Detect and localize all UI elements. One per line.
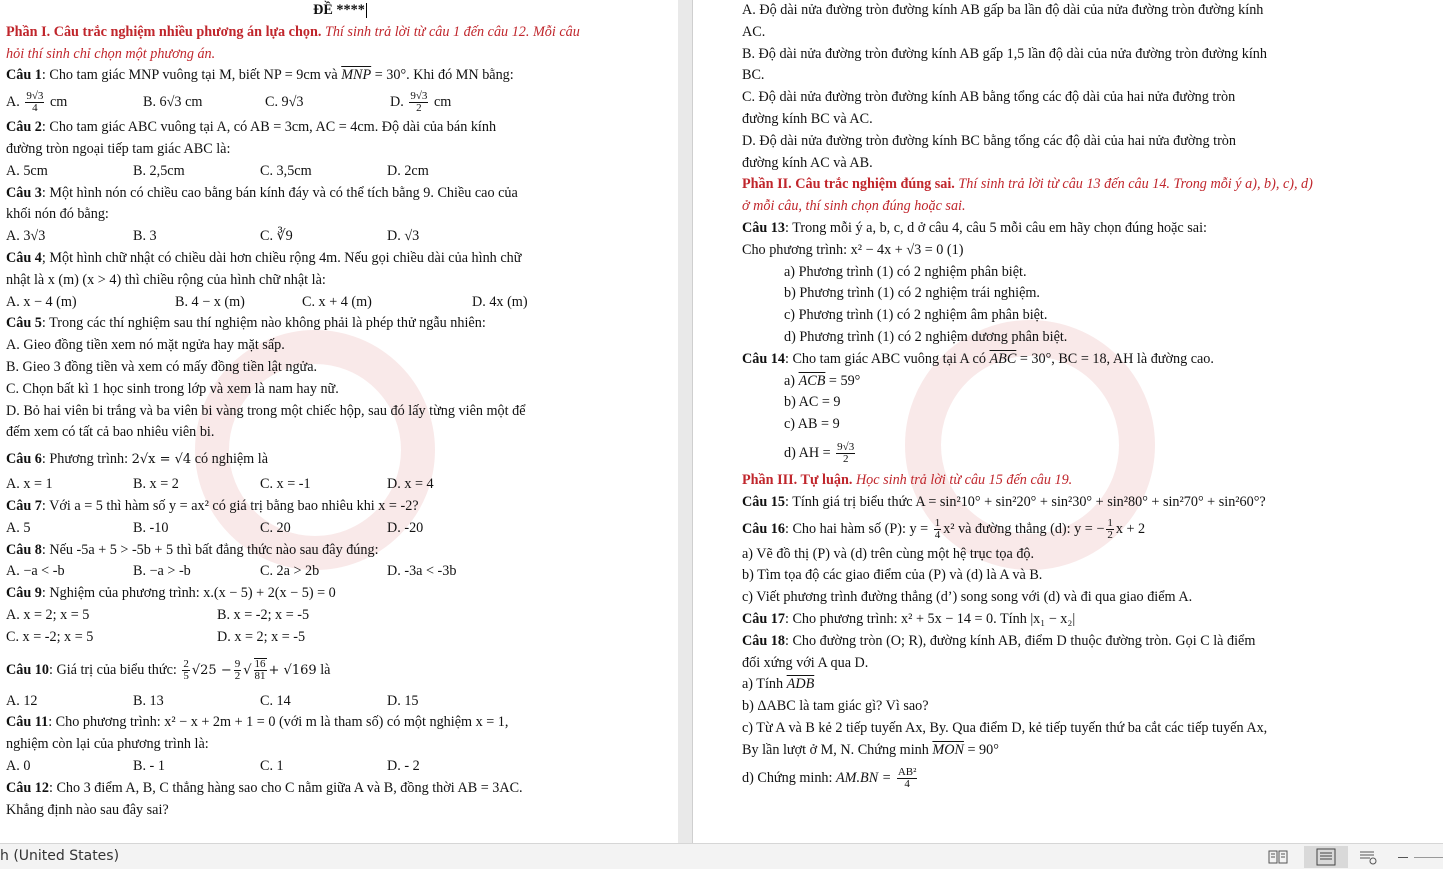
right-column (742, 0, 1432, 794)
q1-d-den: 2 (416, 102, 422, 115)
q13-label: Câu 13 (742, 219, 785, 236)
q8-option-a: A. −a < -b (6, 563, 65, 580)
q4-text-2: nhật là x (m) (x > 4) thì chiều rộng của hình chữ nhật là: (6, 271, 326, 288)
q14-angle: $\overline{ABC}$ (989, 350, 1017, 367)
question-18 (742, 631, 1432, 653)
q6-text-2: có nghiệm là (191, 451, 268, 468)
q7-option-c: C. 20 (260, 519, 291, 536)
q2-options (6, 161, 674, 183)
q14-item-d (742, 436, 1432, 470)
q16-item-c: c) Viết phương trình đường thẳng (d’) song song với (d) và đi qua giao điểm A. (742, 589, 1193, 606)
exam-title-text: ĐỀ **** (313, 2, 365, 18)
q14-item-b: b) AC = 9 (784, 394, 841, 411)
q11-text: : Cho phương trình: x² − x + 2m + 1 = 0 (với m là tham số) có một nghiệm x = 1, (48, 714, 509, 731)
part1-title: Phần I. Câu trắc nghiệm nhiều phương án lựa chọn. (6, 23, 322, 40)
q11-option-b: B. - 1 (133, 757, 165, 774)
q2-option-c: C. 3,5cm (260, 162, 312, 179)
q9-option-c: C. x = -2; x = 5 (6, 628, 94, 645)
q18-c2-suffix: = 90° (963, 741, 999, 758)
part1-note-cont: hỏi thí sinh chỉ chọn một phương án. (6, 45, 216, 62)
q10-frac2-den: 2 (234, 669, 241, 682)
q18-item-b: b) ΔABC là tam giác gì? Vì sao? (742, 698, 929, 715)
q10-option-b: B. 13 (133, 692, 164, 709)
part1-note: Thí sinh trả lời từ câu 1 đến câu 12. Mỗi câu (324, 23, 580, 40)
q11-option-a: A. 0 (6, 757, 31, 774)
q9-option-d: D. x = 2; x = -5 (217, 628, 306, 645)
q3-option-b: B. 3 (133, 228, 157, 245)
q2-option-b: B. 2,5cm (133, 162, 185, 179)
q18-d-den: 4 (904, 777, 910, 790)
q5-option-d: D. Bỏ hai viên bi trắng và ba viên bi vàng trong một chiếc hộp, sau đó lấy từng viên một để (6, 402, 526, 419)
q11-option-d: D. - 2 (387, 757, 420, 774)
q16-text: : Cho hai hàm số (P): y = (784, 520, 932, 537)
q5-option-b: B. Gieo 3 đồng tiền và xem có mấy đồng tiền lật ngửa. (6, 358, 318, 375)
q18-label: Câu 18 (742, 632, 785, 649)
q1-option-c: C. 9√3 (265, 94, 304, 111)
q18-text-2: đối xứng với A qua D. (742, 654, 869, 671)
part3-note: Học sinh trả lời từ câu 15 đến câu 19. (855, 471, 1073, 488)
q3-option-c: C. ∛9 (260, 228, 293, 245)
question-15 (742, 492, 1432, 514)
q8-option-d: D. -3a < -3b (387, 563, 457, 580)
q12-text-2: Khẳng định nào sau đây sai? (6, 801, 169, 818)
question-13 (742, 218, 1432, 240)
q16-label: Câu 16 (742, 520, 785, 537)
q4-text: ; Một hình chữ nhật có chiều dài hơn chiều rộng 4m. Nếu gọi chiều dài của hình chữ (41, 249, 522, 266)
q3-option-d: D. √3 (387, 228, 420, 245)
q13-item-d: d) Phương trình (1) có 2 nghiệm dương phân biệt. (784, 328, 1068, 345)
q14-a-prefix: a) (784, 372, 796, 389)
q7-label: Câu 7 (6, 497, 42, 514)
q14-a-angle: $\overline{ACB}$ (798, 372, 826, 389)
q16-frac2-num: 1 (1107, 516, 1113, 529)
language-indicator[interactable]: h (United States) (0, 848, 120, 864)
exam-title[interactable] (6, 0, 674, 22)
q5-text: : Trong các thí nghiệm sau thí nghiệm nào không phải là phép thử ngẫu nhiên: (41, 315, 486, 332)
q18-a-angle: $\overline{ADB}$ (786, 676, 815, 693)
q14-text-2: = 30°, BC = 18, AH là đường cao. (1016, 350, 1214, 367)
q18-a-prefix: a) Tính (742, 676, 787, 693)
q12-option-b: B. Độ dài nửa đường tròn đường kính AB gấp 1,5 lần độ dài của nửa đường tròn đường kính (742, 45, 1267, 62)
question-9 (6, 583, 674, 605)
q16-text-2: x² và đường thẳng (d): y = − (943, 520, 1105, 537)
q12-option-b-cont: BC. (742, 67, 765, 84)
q1-text: : Cho tam giác MNP vuông tại M, biết NP = 9cm và (41, 67, 342, 84)
q14-label: Câu 14 (742, 350, 785, 367)
q12-label: Câu 12 (6, 779, 49, 796)
q6-option-a: A. x = 1 (6, 476, 53, 493)
q10-frac1-num: 2 (183, 657, 189, 670)
q11-text-2: nghiệm còn lại của phương trình là: (6, 736, 209, 753)
q4-option-b: B. 4 − x (m) (175, 293, 245, 310)
q18-c2-prefix: By lần lượt ở M, N. Chứng minh (742, 741, 933, 758)
q1-angle: $\overline{MNP}$ (341, 67, 372, 84)
q13-item-b: b) Phương trình (1) có 2 nghiệm trái nghiệm. (784, 285, 1040, 302)
q9-text: : Nghiệm của phương trình: x.(x − 5) + 2(x − 5) = 0 (41, 585, 336, 602)
column-divider (692, 0, 693, 843)
q3-options (6, 226, 674, 248)
q14-d-den: 2 (842, 453, 849, 466)
q10-expr-b: + √169 (268, 662, 317, 678)
q16-item-a: a) Vẽ đồ thị (P) và (d) trên cùng một hệ trục tọa độ. (742, 545, 1035, 562)
question-8 (6, 540, 674, 562)
q6-option-c: C. x = -1 (260, 476, 311, 493)
q7-option-a: A. 5 (6, 519, 31, 536)
question-2 (6, 117, 674, 139)
q13-equation: Cho phương trình: x² − 4x + √3 = 0 (1) (742, 241, 964, 258)
q16-frac1-num: 1 (934, 516, 941, 529)
part2-note: Thí sinh trả lời từ câu 13 đến câu 14. Trong mỗi ý a), b), c), d) (958, 176, 1313, 193)
q1-option-a-label: A. (6, 94, 20, 111)
q11-option-c: C. 1 (260, 757, 284, 774)
q10-frac3-num: 16 (254, 658, 266, 671)
q2-option-d: D. 2cm (387, 162, 429, 179)
q14-d-num: 9√3 (837, 441, 855, 454)
q12-option-d: D. Độ dài nửa đường tròn đường kính BC bằng tổng các độ dài của hai nửa đường tròn (742, 132, 1236, 149)
q7-text: : Với a = 5 thì hàm số y = ax² có giá trị bằng bao nhiêu khi x = -2? (41, 497, 419, 514)
zoom-out-icon[interactable] (1398, 857, 1408, 858)
question-3 (6, 183, 674, 205)
q1-option-a (6, 87, 67, 117)
q4-options (6, 292, 674, 314)
q14-text: : Cho tam giác ABC vuông tại A có (784, 350, 990, 367)
q11-options (6, 756, 674, 778)
q12-option-c: C. Độ dài nửa đường tròn đường kính AB bằng tổng các độ dài của hai nửa đường tròn (742, 89, 1236, 106)
read-mode-icon[interactable] (1268, 849, 1288, 865)
q5-label: Câu 5 (6, 315, 42, 332)
q3-text: : Một hình nón có chiều cao bằng bán kính đáy và có thể tích bằng 9. Chiều cao của (41, 184, 518, 201)
q10-frac2-num: 9 (234, 657, 241, 670)
question-1 (6, 65, 674, 87)
q4-option-c: C. x + 4 (m) (302, 293, 372, 310)
q3-text-2: khối nón đó bằng: (6, 206, 109, 223)
q12-option-c-cont: đường kính BC và AC. (742, 110, 873, 127)
q1-options (6, 87, 674, 117)
print-layout-icon (1304, 846, 1348, 868)
column-gutter (678, 0, 692, 843)
part2-title: Phần II. Câu trắc nghiệm đúng sai. (742, 176, 955, 193)
q18-text: : Cho đường tròn (O; R), đường kính AB, điểm D thuộc đường tròn. Gọi C là điểm (784, 632, 1256, 649)
question-17 (742, 609, 1432, 631)
q8-option-c: C. 2a > 2b (260, 563, 320, 580)
q15-label: Câu 15 (742, 493, 785, 510)
q1-a-den: 4 (32, 102, 38, 115)
q10-label: Câu 10 (6, 661, 49, 678)
part3-title: Phần III. Tự luận. (742, 471, 853, 488)
q10-option-a: A. 12 (6, 692, 38, 709)
q13-item-c: c) Phương trình (1) có 2 nghiệm âm phân biệt. (784, 307, 1048, 324)
q10-frac3-den: 81 (254, 670, 266, 683)
q1-text-2: = 30°. Khi đó MN bằng: (371, 67, 514, 84)
question-6 (6, 444, 674, 474)
q10-text-2: là (316, 661, 331, 678)
q16-text-3: x + 2 (1115, 520, 1146, 537)
q10-options (6, 691, 674, 713)
q18-item-c-cont (742, 740, 1432, 762)
q1-option-d (390, 87, 451, 117)
q11-label: Câu 11 (6, 714, 49, 731)
q18-item-c: c) Từ A và B kẻ 2 tiếp tuyến Ax, By. Qua điểm D, kẻ tiếp tuyến thứ ba cắt các tiếp tuyến Ax, (742, 719, 1268, 736)
text-cursor (366, 3, 367, 18)
q8-options (6, 561, 674, 583)
q16-frac1-den: 4 (934, 528, 941, 541)
q3-option-a: A. 3√3 (6, 228, 46, 245)
question-16 (742, 514, 1432, 544)
question-12 (6, 778, 674, 800)
q14-a-suffix: = 59° (825, 372, 861, 389)
q10-frac1-den: 5 (183, 669, 189, 682)
q1-d-num: 9√3 (410, 90, 428, 103)
part1-heading (6, 22, 674, 44)
q1-a-num: 9√3 (26, 90, 44, 103)
print-layout-button[interactable] (1304, 846, 1348, 868)
q18-item-d (742, 762, 1432, 794)
q12-option-a-cont: AC. (742, 23, 766, 40)
q18-d-num: AB² (897, 765, 917, 778)
part3-heading (742, 470, 1432, 492)
q9-options-row2 (6, 627, 674, 649)
q18-d-prefix: d) Chứng minh: (742, 769, 836, 786)
q1-a-unit: cm (49, 94, 68, 111)
q9-label: Câu 9 (6, 585, 42, 602)
q14-item-c: c) AB = 9 (784, 416, 840, 433)
q1-option-d-label: D. (390, 94, 404, 111)
q12-option-a: A. Độ dài nửa đường tròn đường kính AB gấp ba lần độ dài của nửa đường tròn đường kính (742, 2, 1264, 18)
q10-option-c: C. 14 (260, 692, 291, 709)
q15-text: : Tính giá trị biểu thức A = sin²10° + sin²20° + sin²30° + sin²80° + sin²70° + sin²60°? (784, 493, 1266, 510)
q2-option-a: A. 5cm (6, 162, 48, 179)
q10-option-d: D. 15 (387, 692, 419, 709)
q8-option-b: B. −a > -b (133, 563, 191, 580)
q7-options (6, 518, 674, 540)
q9-option-b: B. x = -2; x = -5 (217, 606, 310, 623)
q6-option-b: B. x = 2 (133, 476, 179, 493)
q18-d-expr: AM.BN = (836, 769, 895, 786)
left-column (6, 0, 674, 821)
q12-text: : Cho 3 điểm A, B, C thẳng hàng sao cho C nằm giữa A và B, đồng thời AB = 3AC. (48, 779, 523, 796)
question-14 (742, 349, 1432, 371)
q13-item-a: a) Phương trình (1) có 2 nghiệm phân biệt. (784, 263, 1027, 280)
q3-label: Câu 3 (6, 184, 42, 201)
q7-option-b: B. -10 (133, 519, 169, 536)
q1-d-unit: cm (433, 94, 452, 111)
q4-option-d: D. 4x (m) (472, 293, 528, 310)
question-11 (6, 712, 674, 734)
web-layout-icon[interactable] (1358, 849, 1378, 865)
q6-text: : Phương trình: (41, 451, 132, 468)
q16-frac2-den: 2 (1107, 528, 1113, 541)
q6-options (6, 474, 674, 496)
q17-label: Câu 17 (742, 610, 785, 627)
q6-equation: 2√x = √4 (131, 452, 192, 468)
q5-option-d-cont: đếm xem có tất cả bao nhiêu viên bi. (6, 424, 215, 441)
q8-label: Câu 8 (6, 541, 42, 558)
q1-option-b: B. 6√3 cm (143, 94, 203, 111)
q16-item-b: b) Tìm tọa độ các giao điểm của (P) và (d) là A và B. (742, 567, 1043, 584)
question-5 (6, 313, 674, 335)
q2-label: Câu 2 (6, 119, 42, 136)
q6-option-d: D. x = 4 (387, 476, 434, 493)
q5-option-a: A. Gieo đồng tiền xem nó mặt ngửa hay mặt sấp. (6, 337, 285, 354)
q6-label: Câu 6 (6, 451, 42, 468)
q4-label: Câu 4 (6, 249, 42, 266)
q18-c2-angle: $\overline{MON}$ (932, 741, 964, 758)
part2-note-cont: ở mỗi câu, thí sinh chọn đúng hoặc sai. (742, 198, 966, 215)
q9-option-a: A. x = 2; x = 5 (6, 606, 90, 623)
question-10: Câu 10: Giá trị của biểu thức: $\frac{2}{5}$ √25 − $\frac{9}{2}$ √ $\frac{16}{81}$ + √169 là (6, 657, 331, 683)
q8-text: : Nếu -5a + 5 > -5b + 5 thì bất đẳng thức nào sau đây đúng: (41, 541, 379, 558)
q7-option-d: D. -20 (387, 519, 424, 536)
q14-d-prefix: d) AH = (784, 444, 835, 461)
q10-expr-a: √25 − (191, 662, 232, 678)
q14-item-a (742, 371, 1432, 393)
q2-text: : Cho tam giác ABC vuông tại A, có AB = 3cm, AC = 4cm. Độ dài của bán kính (41, 119, 497, 136)
q9-options-row1 (6, 605, 674, 627)
q2-text-2: đường tròn ngoại tiếp tam giác ABC là: (6, 140, 231, 157)
question-7 (6, 496, 674, 518)
part2-heading (742, 174, 1432, 196)
q4-option-a: A. x − 4 (m) (6, 293, 77, 310)
q13-text: : Trong mỗi ý a, b, c, d ở câu 4, câu 5 mỗi câu em hãy chọn đúng hoặc sai: (784, 219, 1207, 236)
q17-text: : Cho phương trình: x² + 5x − 14 = 0. Tính |x₁ − x₂| (784, 610, 1076, 627)
question-4 (6, 248, 674, 270)
q5-option-c: C. Chọn bất kì 1 học sinh trong lớp và xem là nam hay nữ. (6, 380, 339, 397)
q18-item-a (742, 674, 1432, 696)
q10-text: : Giá trị của biểu thức: (48, 661, 181, 678)
q1-label: Câu 1 (6, 67, 42, 84)
q12-option-d-cont: đường kính AC và AB. (742, 154, 873, 171)
status-bar (0, 843, 1443, 869)
zoom-slider[interactable] (1414, 857, 1443, 858)
